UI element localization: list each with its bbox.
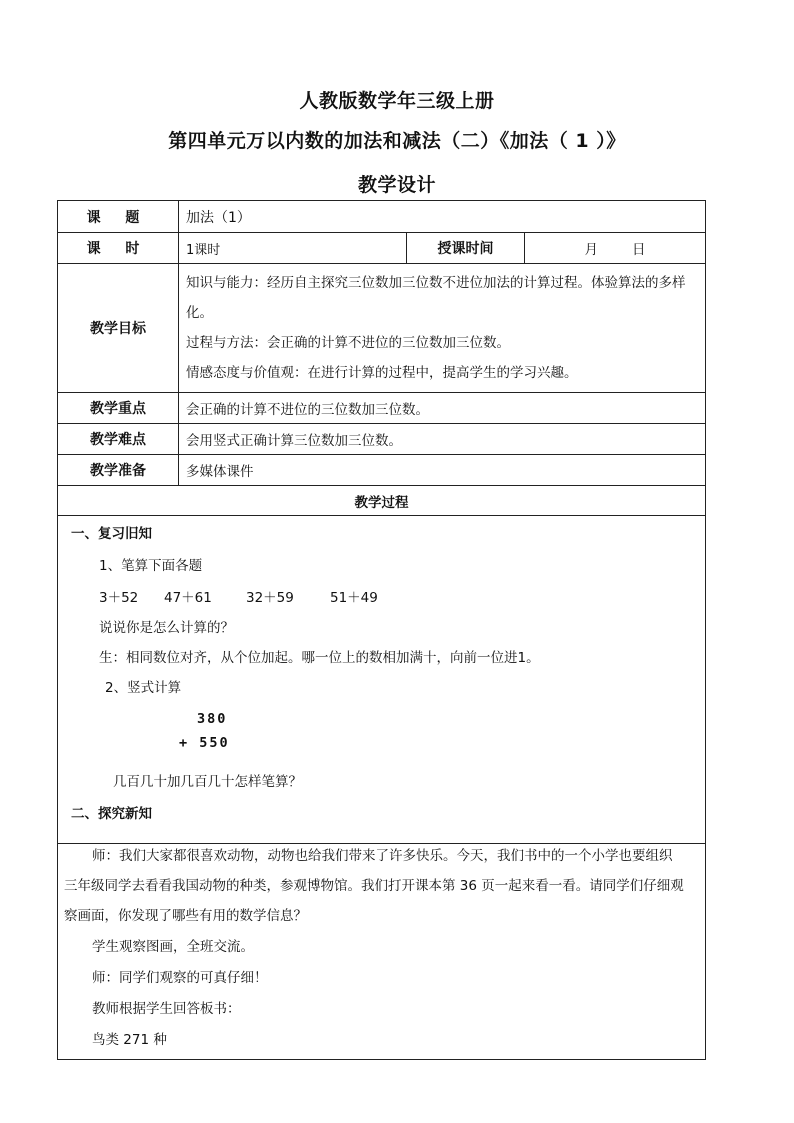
objectives-row xyxy=(58,264,706,393)
objective-attitude: 情感态度与价值观：在进行计算的过程中，提高学生的学习兴趣。 xyxy=(186,365,578,381)
item2-heading: 2、竖式计算 xyxy=(105,680,182,696)
exercise-2: 47＋61 xyxy=(164,590,212,606)
objective-knowledge-cont: 化。 xyxy=(186,305,213,321)
process-header-row xyxy=(58,486,706,516)
prep-row xyxy=(58,455,706,486)
objectives-content xyxy=(179,264,706,393)
question-1: 说说你是怎么计算的？ xyxy=(99,620,234,636)
month-label: 月 xyxy=(584,242,598,258)
exercise-4: 51＋49 xyxy=(330,590,378,606)
process-content xyxy=(58,516,706,844)
document-subtitle: 第四单元万以内数的加法和减法（二）《加法（ 1 ）》 xyxy=(168,130,626,152)
section1-title: 一、复习旧知 xyxy=(71,526,152,542)
prep-label: 教学准备 xyxy=(58,455,179,486)
topic-label: 课 题 xyxy=(58,201,179,233)
keypoint-row xyxy=(58,393,706,424)
process-row-cont xyxy=(58,844,706,1060)
process-label: 教学过程 xyxy=(58,486,706,516)
hours-value: 1课时 xyxy=(179,233,407,264)
keypoint-value: 会正确的计算不进位的三位数加三位数。 xyxy=(179,393,706,424)
section2-title: 二、探究新知 xyxy=(71,806,152,822)
question-2: 几百几十加几百几十怎样笔算？ xyxy=(113,774,302,790)
keypoint-label: 教学重点 xyxy=(58,393,179,424)
objective-process: 过程与方法：会正确的计算不进位的三位数加三位数。 xyxy=(186,335,510,351)
day-label: 日 xyxy=(632,242,646,258)
hours-label: 课 时 xyxy=(58,233,179,264)
lesson-plan-table xyxy=(57,200,706,1060)
difficulty-row xyxy=(58,424,706,455)
paragraph-3: 师：同学们观察的可真仔细！ xyxy=(92,970,268,986)
item1-heading: 1、笔算下面各题 xyxy=(99,558,203,574)
difficulty-label: 教学难点 xyxy=(58,424,179,455)
document-title: 人教版数学年三级上册 xyxy=(299,90,495,112)
paragraph-1-line-3: 察画面，你发现了哪些有用的数学信息？ xyxy=(64,908,307,924)
process-row xyxy=(58,516,706,844)
objective-knowledge: 知识与能力：经历自主探究三位数加三位数不进位加法的计算过程。体验算法的多样 xyxy=(186,275,686,291)
answer-1: 生：相同数位对齐，从个位加起。哪一位上的数相加满十，向前一位进1。 xyxy=(99,650,540,666)
prep-value: 多媒体课件 xyxy=(179,455,706,486)
exercise-1: 3＋52 xyxy=(99,590,139,606)
paragraph-4: 教师根据学生回答板书： xyxy=(92,1001,241,1017)
paragraph-5: 鸟类 271 种 xyxy=(92,1032,167,1048)
document-heading: 教学设计 xyxy=(357,174,436,196)
topic-row xyxy=(58,201,706,233)
exercise-3: 32＋59 xyxy=(246,590,294,606)
paragraph-1-line-1: 师：我们大家都很喜欢动物，动物也给我们带来了许多快乐。今天，我们书中的一个小学也要组织 xyxy=(92,848,673,864)
paragraph-1-line-2: 三年级同学去看看我国动物的种类，参观博物馆。我们打开课本第 36 页一起来看一看。请同学们仔细观 xyxy=(64,878,684,894)
time-value xyxy=(525,233,706,264)
paragraph-2: 学生观察图画，全班交流。 xyxy=(92,939,254,955)
topic-value: 加法（1） xyxy=(179,201,706,233)
vertical-top-number: 380 xyxy=(197,711,228,727)
vertical-bottom-number: + 550 xyxy=(179,735,230,751)
objectives-label: 教学目标 xyxy=(58,264,179,393)
time-label: 授课时间 xyxy=(407,233,525,264)
difficulty-value: 会用竖式正确计算三位数加三位数。 xyxy=(179,424,706,455)
hours-row xyxy=(58,233,706,264)
process-content-cont xyxy=(58,844,706,1060)
